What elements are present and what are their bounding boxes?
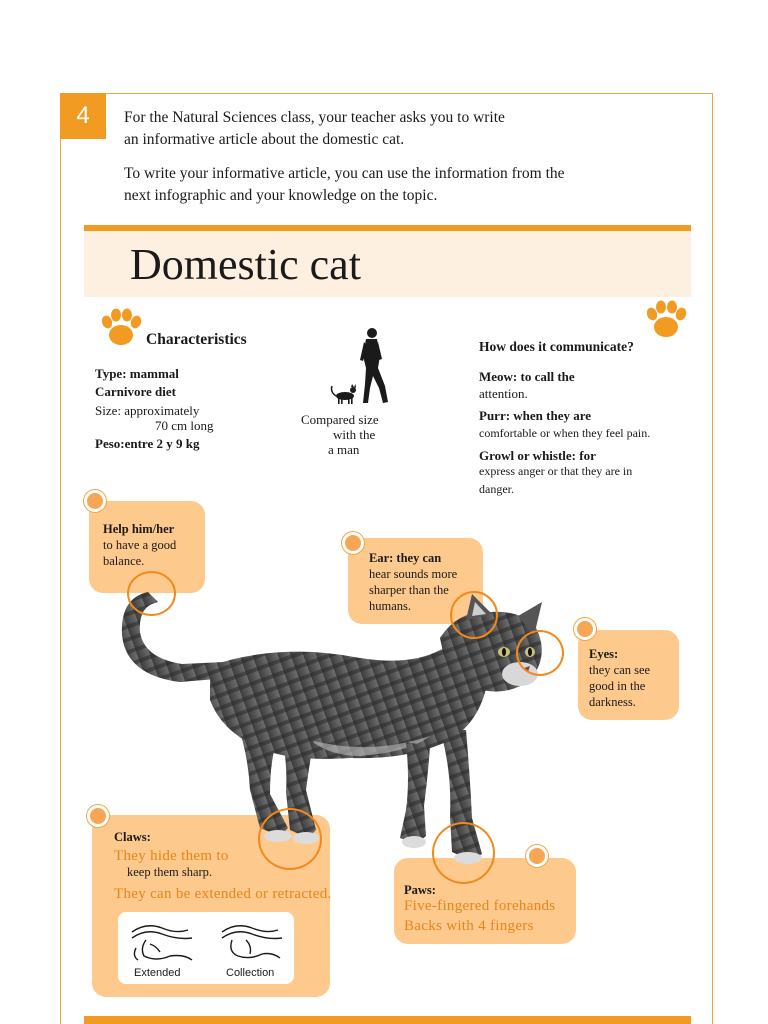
compare-text-3: a man xyxy=(328,442,360,457)
ear-ring xyxy=(450,591,498,639)
ear-callout-dot xyxy=(342,532,364,554)
paws-text-2: Backs with 4 fingers xyxy=(404,918,534,934)
claw-extended-caption: Extended xyxy=(134,967,181,979)
claws-text-3: They can be extended or retracted. xyxy=(114,886,332,902)
eyes-label: Eyes: xyxy=(589,647,619,661)
paws-callout-dot xyxy=(526,845,548,867)
intro-line-3: To write your informative article, you can use the information from the xyxy=(124,165,565,182)
meow-label: Meow: to call the xyxy=(479,369,575,384)
eyes-text-3: darkness. xyxy=(589,695,636,709)
size-text-1: Size: approximately xyxy=(95,403,200,418)
eyes-text-1: they can see xyxy=(589,663,651,677)
claw-collection-caption: Collection xyxy=(226,967,275,979)
infographic-bottom-bar xyxy=(84,1016,691,1024)
eye-ring xyxy=(516,630,564,676)
communication-heading: How does it communicate? xyxy=(479,339,634,354)
man-cat-silhouette-icon xyxy=(330,326,392,406)
weight-text: Peso:entre 2 y 9 kg xyxy=(95,436,200,451)
paw-print-icon xyxy=(100,308,142,348)
tail-ring xyxy=(127,571,176,616)
intro-line-2: an informative article about the domestic cat. xyxy=(124,131,405,148)
growl-label: Growl or whistle: for xyxy=(479,448,596,463)
tail-text-1: to have a good xyxy=(103,538,177,552)
growl-text-2: danger. xyxy=(479,482,514,496)
compare-text-2: with the xyxy=(333,427,376,442)
claws-label: Claws: xyxy=(114,830,151,844)
claw-extended-icon xyxy=(126,918,198,964)
claw-diagram-panel xyxy=(118,912,294,984)
growl-text-1: express anger or that they are in xyxy=(479,464,633,478)
tail-text-2: balance. xyxy=(103,554,145,568)
purr-text: comfortable or when they feel pain. xyxy=(479,426,651,440)
claw-collection-icon xyxy=(216,918,288,964)
tail-label: Help him/her xyxy=(103,522,175,536)
intro-line-1: For the Natural Sciences class, your teacher asks you to write xyxy=(124,109,505,126)
paws-label: Paws: xyxy=(404,883,436,897)
intro-paragraph-1 xyxy=(124,107,664,151)
claws-text-1: They hide them to xyxy=(114,848,229,864)
tail-callout-dot xyxy=(84,490,106,512)
ear-text-3: humans. xyxy=(369,599,412,613)
characteristics-heading: Characteristics xyxy=(146,331,247,348)
eyes-text-2: good in the xyxy=(589,679,646,693)
paw-print-icon-right xyxy=(645,300,687,340)
purr-label: Purr: when they are xyxy=(479,408,592,423)
ear-text-1: hear sounds more xyxy=(369,567,458,581)
paw-ring xyxy=(432,822,495,884)
intro-paragraph-2 xyxy=(124,163,664,207)
ear-label: Ear: they can xyxy=(369,551,442,565)
size-text-2: 70 cm long xyxy=(155,418,214,433)
claws-text-2: keep them sharp. xyxy=(127,865,213,879)
compare-text-1: Compared size xyxy=(301,412,379,427)
infographic-title: Domestic cat xyxy=(130,240,361,289)
ear-text-2: sharper than the xyxy=(369,583,449,597)
paws-text-1: Five-fingered forehands xyxy=(404,898,556,914)
meow-text: attention. xyxy=(479,386,528,401)
claw-ring xyxy=(258,808,322,870)
type-text: Type: mammal xyxy=(95,366,179,381)
diet-text: Carnivore diet xyxy=(95,384,176,399)
claws-callout-dot xyxy=(87,805,109,827)
exercise-number: 4 xyxy=(60,93,106,139)
eyes-callout-dot xyxy=(574,618,596,640)
intro-line-4: next infographic and your knowledge on the topic. xyxy=(124,187,438,204)
